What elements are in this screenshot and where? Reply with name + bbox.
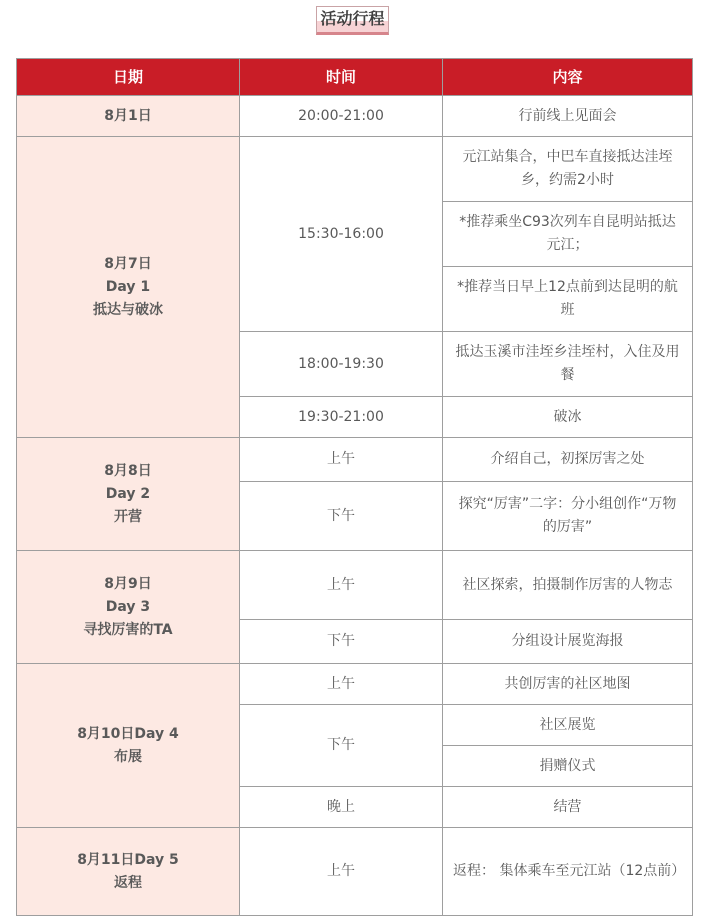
date-cell bbox=[17, 828, 240, 916]
time-cell: 上午 bbox=[240, 828, 443, 916]
time-cell: 15:30-16:00 bbox=[240, 137, 443, 332]
date-line: 8月1日 bbox=[104, 107, 152, 124]
content-cell: 社区探索，拍摄制作厉害的人物志 bbox=[443, 551, 693, 620]
theme-line: 寻找厉害的TA bbox=[83, 621, 173, 638]
time-cell: 19:30-21:00 bbox=[240, 397, 443, 438]
table-row bbox=[17, 96, 693, 137]
title-wrap bbox=[0, 6, 705, 35]
date-line: 8月11日Day 5 bbox=[77, 851, 179, 868]
day-line: Day 3 bbox=[105, 598, 151, 615]
table-row bbox=[17, 137, 693, 202]
time-cell: 下午 bbox=[240, 482, 443, 551]
day-line: Day 2 bbox=[105, 485, 151, 502]
theme-line: 抵达与破冰 bbox=[93, 301, 163, 318]
content-cell: *推荐乘坐C93次列车自昆明站抵达元江； bbox=[443, 202, 693, 267]
date-cell bbox=[17, 438, 240, 551]
header-content: 内容 bbox=[443, 59, 693, 96]
content-cell: 捐赠仪式 bbox=[443, 746, 693, 787]
content-cell: 结营 bbox=[443, 787, 693, 828]
date-line: 8月7日 bbox=[104, 255, 152, 272]
table-row bbox=[17, 828, 693, 916]
time-cell: 上午 bbox=[240, 551, 443, 620]
date-line: 8月10日Day 4 bbox=[77, 725, 179, 742]
date-cell bbox=[17, 137, 240, 438]
schedule-table bbox=[16, 58, 693, 916]
date-line: 8月9日 bbox=[104, 575, 152, 592]
date-cell bbox=[17, 96, 240, 137]
content-cell: 返程： 集体乘车至元江站（12点前） bbox=[443, 828, 693, 916]
content-cell: 元江站集合，中巴车直接抵达洼垤乡，约需2小时 bbox=[443, 137, 693, 202]
header-date: 日期 bbox=[17, 59, 240, 96]
time-cell: 晚上 bbox=[240, 787, 443, 828]
time-cell: 上午 bbox=[240, 664, 443, 705]
time-cell: 20:00-21:00 bbox=[240, 96, 443, 137]
section-title: 活动行程 bbox=[316, 6, 388, 35]
content-cell: 介绍自己，初探厉害之处 bbox=[443, 438, 693, 482]
date-cell bbox=[17, 551, 240, 664]
time-cell: 下午 bbox=[240, 705, 443, 787]
content-cell: 探究“厉害”二字：分小组创作“万物的厉害” bbox=[443, 482, 693, 551]
header-time: 时间 bbox=[240, 59, 443, 96]
table-header-row bbox=[17, 59, 693, 96]
content-cell: 破冰 bbox=[443, 397, 693, 438]
theme-line: 开营 bbox=[114, 508, 142, 525]
time-cell: 18:00-19:30 bbox=[240, 332, 443, 397]
content-cell: 行前线上见面会 bbox=[443, 96, 693, 137]
table-row bbox=[17, 551, 693, 620]
content-cell: 抵达玉溪市洼垤乡洼垤村，入住及用餐 bbox=[443, 332, 693, 397]
day-line: Day 1 bbox=[105, 278, 151, 295]
theme-line: 返程 bbox=[114, 874, 142, 891]
table-row bbox=[17, 438, 693, 482]
time-cell: 下午 bbox=[240, 620, 443, 664]
table-row bbox=[17, 664, 693, 705]
content-cell: 社区展览 bbox=[443, 705, 693, 746]
date-cell bbox=[17, 664, 240, 828]
time-cell: 上午 bbox=[240, 438, 443, 482]
content-cell: 共创厉害的社区地图 bbox=[443, 664, 693, 705]
content-cell: 分组设计展览海报 bbox=[443, 620, 693, 664]
date-line: 8月8日 bbox=[104, 462, 152, 479]
theme-line: 布展 bbox=[114, 748, 142, 765]
content-cell: *推荐当日早上12点前到达昆明的航班 bbox=[443, 267, 693, 332]
